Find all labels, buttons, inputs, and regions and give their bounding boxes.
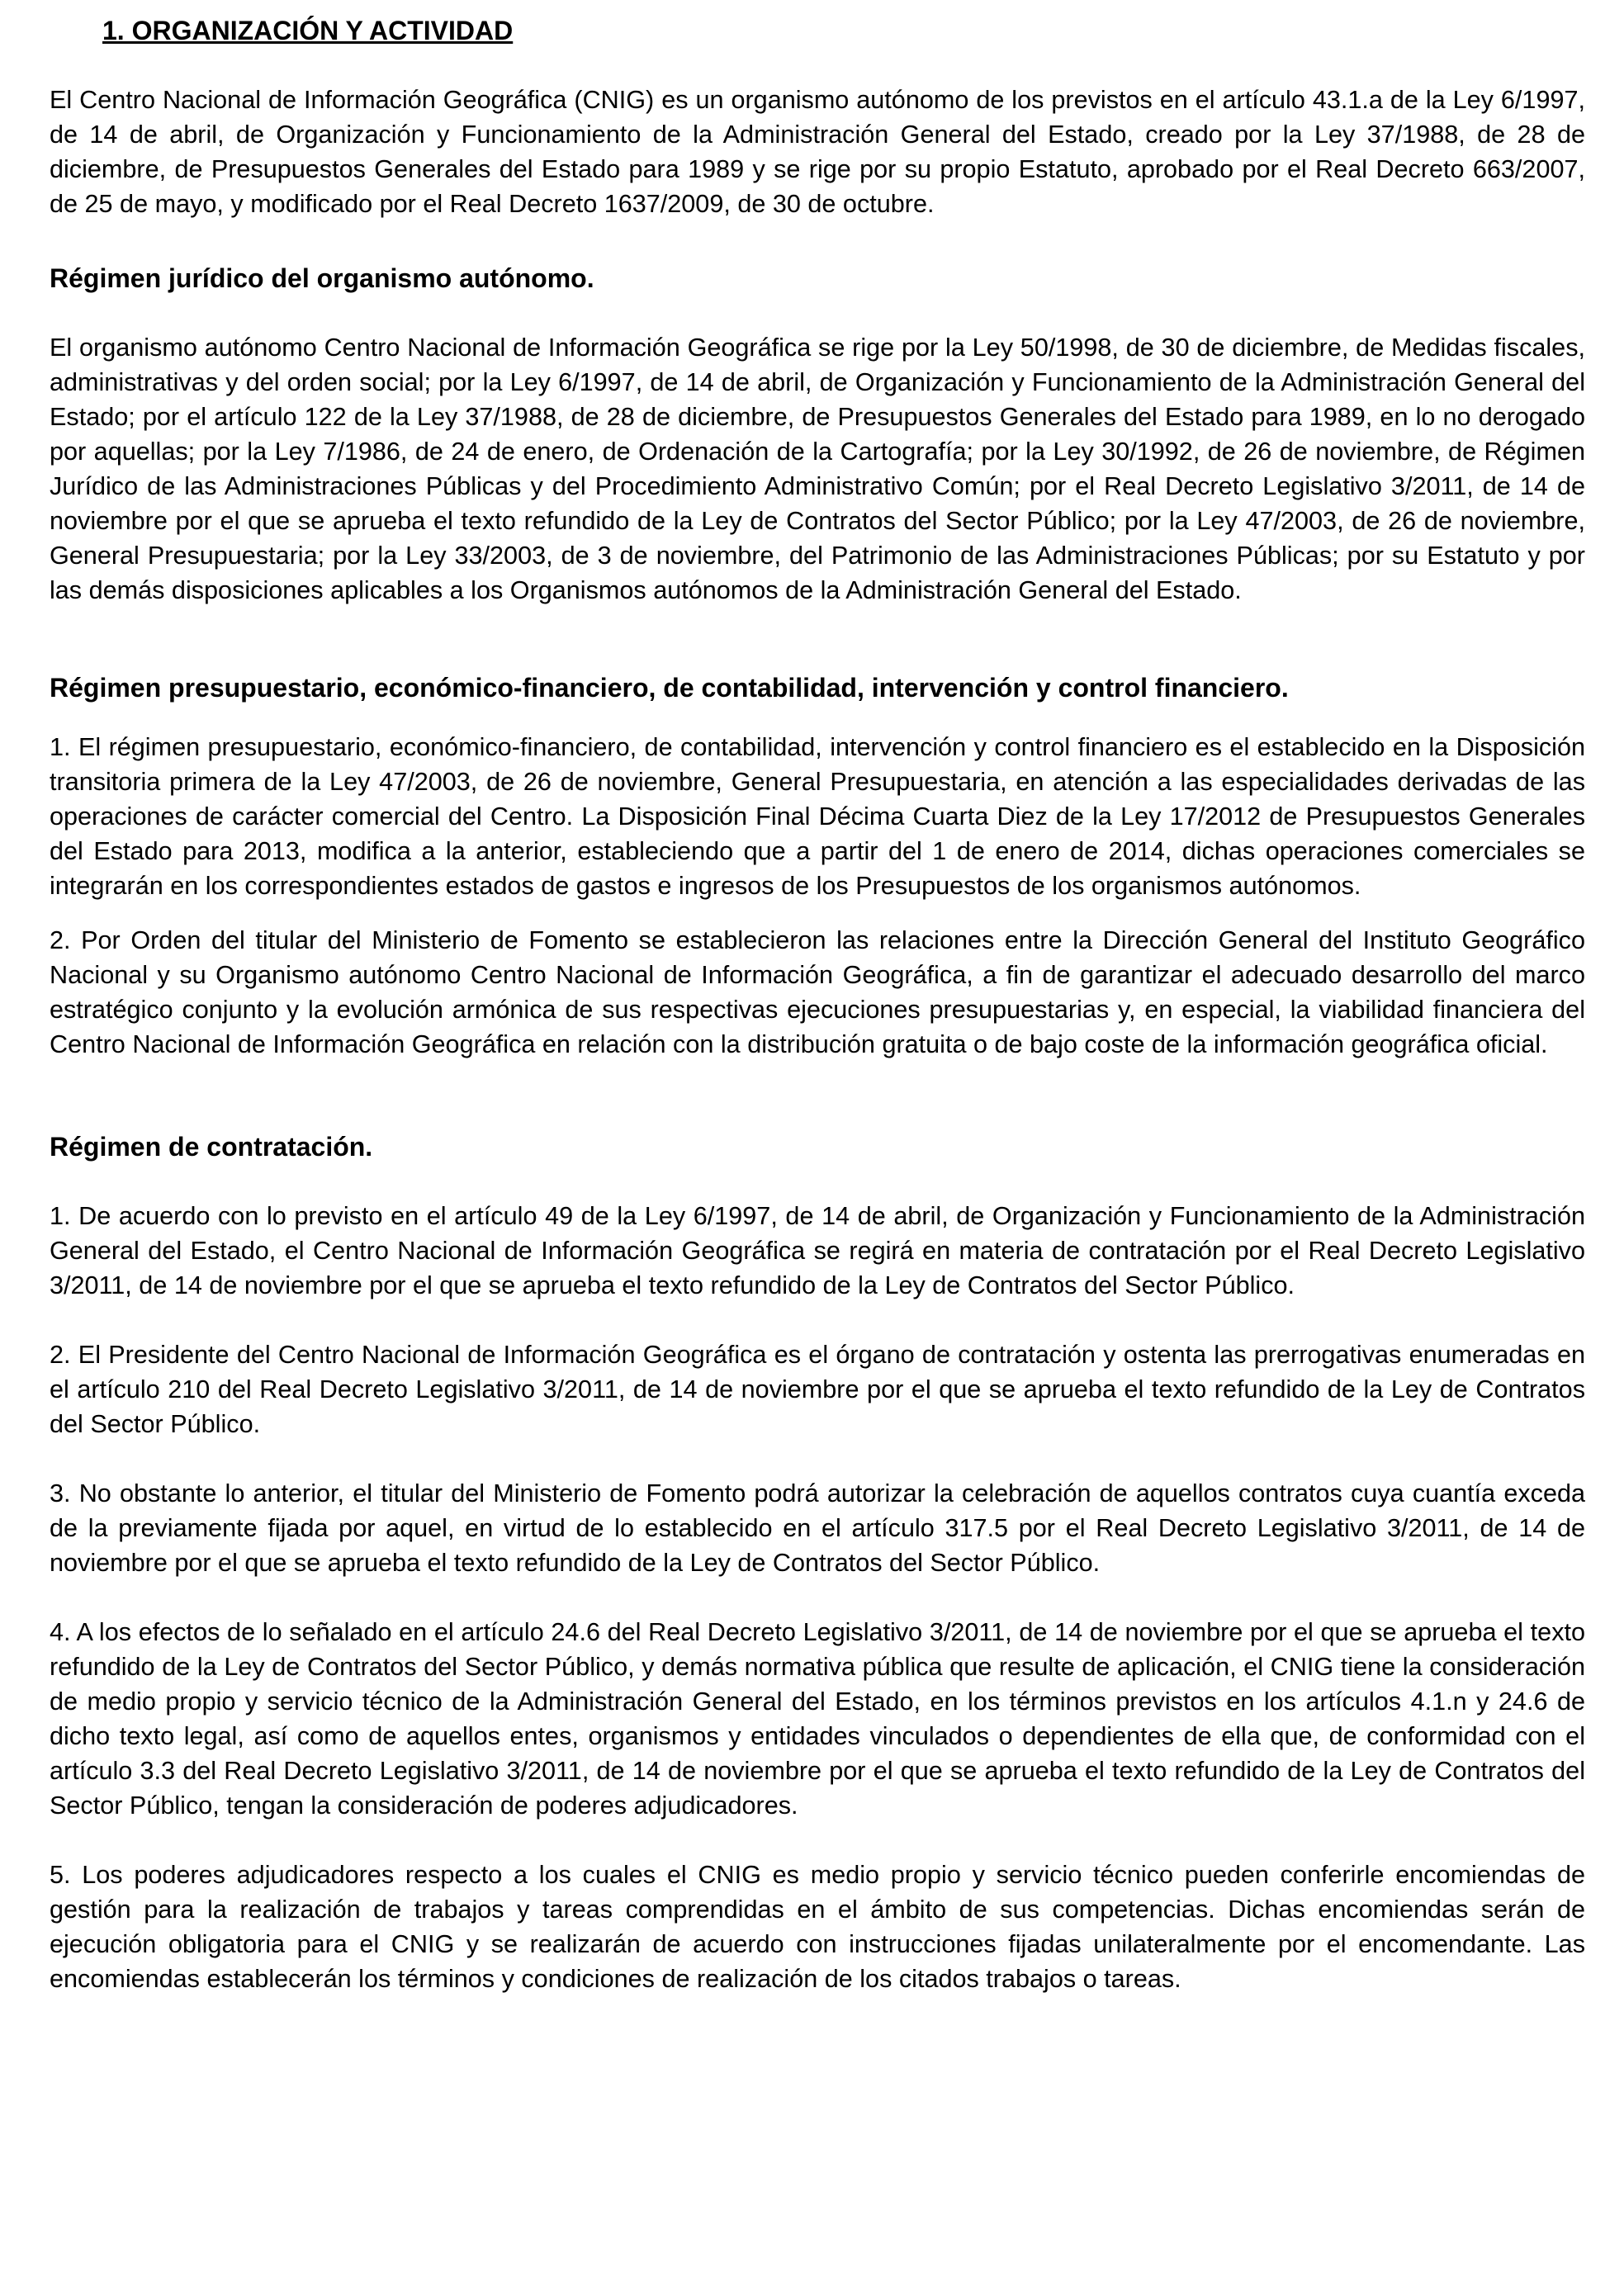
regimen-contratacion-paragraph-5: 5. Los poderes adjudicadores respecto a los cuales el CNIG es medio propio y servicio técnico pueden conferirle encomiendas de gestión para la realización de trabajos y tareas comprendidas en el ámbito de sus competencias. Dichas encomiendas serán de ejecución obligatoria para el CNIG y se realizarán de acuerdo con instrucciones fijadas unilateralmente por el encomendante. Las encomiendas establecerán los términos y condiciones de realización de los citados trabajos o tareas. — [50, 1861, 1585, 1993]
document-page — [50, 13, 1585, 1996]
heading-regimen-juridico — [50, 261, 1585, 296]
heading-regimen-contratacion-period: . — [365, 1132, 373, 1162]
regimen-presupuestario-paragraph-1: 1. El régimen presupuestario, económico-financiero, de contabilidad, intervención y control financiero es el establecido en la Disposición transitoria primera de la Ley 47/2003, de 26 de noviembre, General Presupuestaria, en atención a las especialidades derivadas de las operaciones de carácter comercial del Centro. La Disposición Final Décima Cuarta Diez de la Ley 17/2012 de Presupuestos Generales del Estado para 2013, modifica a la anterior, estableciendo que a partir del 1 de enero de 2014, dichas operaciones comerciales se integrarán en los correspondientes estados de gastos e ingresos de los Presupuestos de los organismos autónomos. — [50, 733, 1585, 900]
heading-regimen-contratacion-text: Régimen de contratación — [50, 1132, 366, 1162]
heading-regimen-presupuestario — [50, 670, 1585, 705]
heading-regimen-presupuestario-text: Régimen presupuestario, económico-financiero, de contabilidad, intervención y control financiero — [50, 673, 1281, 703]
heading-regimen-presupuestario-period: . — [1281, 673, 1289, 703]
regimen-contratacion-paragraph-2: 2. El Presidente del Centro Nacional de Información Geográfica es el órgano de contratación y ostenta las prerrogativas enumeradas en el artículo 210 del Real Decreto Legislativo 3/2011, de 14 de noviembre por el que se aprueba el texto refundido de la Ley de Contratos del Sector Público. — [50, 1341, 1585, 1438]
regimen-contratacion-paragraph-3: 3. No obstante lo anterior, el titular del Ministerio de Fomento podrá autorizar la celebración de aquellos contratos cuya cuantía exceda de la previamente fijada por aquel, en virtud de lo establecido en el artículo 317.5 por el Real Decreto Legislativo 3/2011, de 14 de noviembre por el que se aprueba el texto refundido de la Ley de Contratos del Sector Público. — [50, 1479, 1585, 1577]
regimen-presupuestario-paragraph-2: 2. Por Orden del titular del Ministerio de Fomento se establecieron las relaciones entre la Dirección General del Instituto Geográfico Nacional y su Organismo autónomo Centro Nacional de Información Geográfica, a fin de garantizar el adecuado desarrollo del marco estratégico conjunto y la evolución armónica de sus respectivas ejecuciones presupuestarias y, en especial, la viabilidad financiera del Centro Nacional de Información Geográfica en relación con la distribución gratuita o de bajo coste de la información geográfica oficial. — [50, 926, 1585, 1058]
intro-paragraph: El Centro Nacional de Información Geográfica (CNIG) es un organismo autónomo de los previstos en el artículo 43.1.a de la Ley 6/1997, de 14 de abril, de Organización y Funcionamiento de la Administración General del Estado, creado por la Ley 37/1988, de 28 de diciembre, de Presupuestos Generales del Estado para 1989 y se rige por su propio Estatuto, aprobado por el Real Decreto 663/2007, de 25 de mayo, y modificado por el Real Decreto 1637/2009, de 30 de octubre. — [50, 86, 1585, 218]
regimen-contratacion-paragraph-1: 1. De acuerdo con lo previsto en el artículo 49 de la Ley 6/1997, de 14 de abril, de Organización y Funcionamiento de la Administración General del Estado, el Centro Nacional de Información Geográfica se regirá en materia de contratación por el Real Decreto Legislativo 3/2011, de 14 de noviembre por el que se aprueba el texto refundido de la Ley de Contratos del Sector Público. — [50, 1202, 1585, 1299]
heading-regimen-juridico-text: Régimen jurídico del organismo autónomo — [50, 263, 587, 293]
heading-regimen-contratacion — [50, 1129, 1585, 1164]
heading-regimen-juridico-period: . — [586, 263, 594, 293]
section-title: 1. ORGANIZACIÓN Y ACTIVIDAD — [102, 16, 514, 45]
regimen-juridico-paragraph: El organismo autónomo Centro Nacional de Información Geográfica se rige por la Ley 50/1998, de 30 de diciembre, de Medidas fiscales, administrativas y del orden social; por la Ley 6/1997, de 14 de abril, de Organización y Funcionamiento de la Administración General del Estado; por el artículo 122 de la Ley 37/1988, de 28 de diciembre, de Presupuestos Generales del Estado para 1989, en lo no derogado por aquellas; por la Ley 7/1986, de 24 de enero, de Ordenación de la Cartografía; por la Ley 30/1992, de 26 de noviembre, de Régimen Jurídico de las Administraciones Públicas y del Procedimiento Administrativo Común; por el Real Decreto Legislativo 3/2011, de 14 de noviembre por el que se aprueba el texto refundido de la Ley de Contratos del Sector Público; por la Ley 47/2003, de 26 de noviembre, General Presupuestaria; por la Ley 33/2003, de 3 de noviembre, del Patrimonio de las Administraciones Públicas; por su Estatuto y por las demás disposiciones aplicables a los Organismos autónomos de la Administración General del Estado. — [50, 334, 1585, 604]
regimen-contratacion-paragraph-4: 4. A los efectos de lo señalado en el artículo 24.6 del Real Decreto Legislativo 3/2011, de 14 de noviembre por el que se aprueba el texto refundido de la Ley de Contratos del Sector Público, y demás normativa pública que resulte de aplicación, el CNIG tiene la consideración de medio propio y servicio técnico de la Administración General del Estado, en los términos previstos en los artículos 4.1.n y 24.6 de dicho texto legal, así como de aquellos entes, organismos y entidades vinculados o dependientes de ella que, de conformidad con el artículo 3.3 del Real Decreto Legislativo 3/2011, de 14 de noviembre por el que se aprueba el texto refundido de la Ley de Contratos del Sector Público, tengan la consideración de poderes adjudicadores. — [50, 1618, 1585, 1820]
